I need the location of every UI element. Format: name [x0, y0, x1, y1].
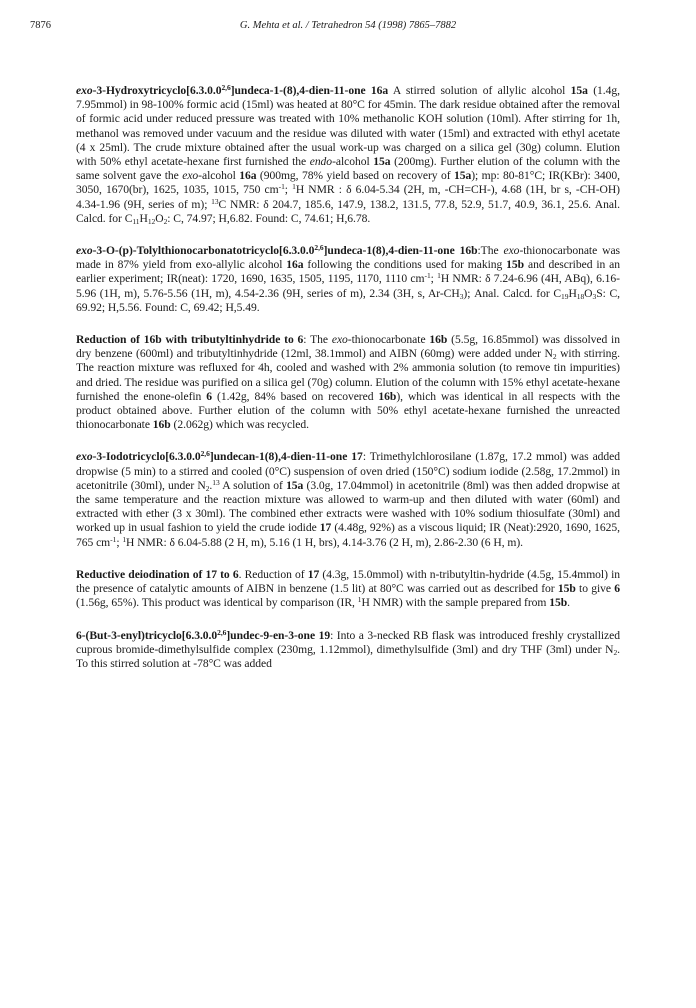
text-run: 1	[122, 534, 127, 544]
paragraph-iodide-17	[76, 450, 620, 549]
text-run: O	[584, 286, 593, 300]
text-run: -3-Hydroxytricyclo[6.3.0.0	[92, 84, 222, 97]
text-run: C NMR: δ 204.7, 185.6, 147.9, 138.2, 131.5, 77.8, 52.9, 51.7, 40.9, 36.1, 25.6. Anal. Calcd. for C	[76, 197, 620, 225]
paragraph-16a	[76, 84, 620, 226]
text-run: Reduction of 16b with tributyltinhydride to 6	[76, 333, 304, 347]
text-run: with stirring. The reaction mixture was refluxed for 4h, cooled and washed with 2% ammonia solution (to remove tin impurities) and dried. The residue was purified on a silica gel (70g) column. Elution of the column with 15% ethyl acetate-hexane furnished the enone-olefin	[76, 347, 620, 403]
text-run: 13	[212, 477, 220, 487]
text-run: -1	[278, 182, 285, 192]
paragraph-16b	[76, 244, 620, 315]
text-run: ), which was identical in all respects with the product obtained above. Further elution of the column with 50% ethyl acetate-hexane furnished the unreacted thionocarbonate	[76, 389, 620, 432]
paragraph-reduction-16b	[76, 333, 620, 432]
text-run: ]undec-9-en-3-one 19	[226, 628, 331, 642]
text-run: (5.5g, 16.85mmol) was dissolved in dry benzene (600ml) and tributyltinhydride (12ml, 38.1mmol) and AIBN (60mg) were added under N	[76, 333, 620, 361]
text-run: H NMR: δ 6.04-5.88 (2 H, m), 5.16 (1 H, brs), 4.14-3.76 (2 H, m), 2.86-2.30 (6 H, m).	[126, 535, 524, 549]
text-run: 15b	[506, 258, 525, 272]
text-run: : Into a 3-necked RB flask was introduced freshly crystallized cuprous bromide-dimethylsulfide complex (230mg, 1.12mmol), dimethylsulfide (3ml) and dry THF (3ml) under N	[76, 628, 620, 656]
text-run: 3	[459, 291, 464, 301]
text-run: 2,6	[314, 243, 324, 253]
text-run: Reductive deiodination of 17 to 6	[76, 567, 239, 581]
page-number: 7876	[30, 20, 51, 31]
text-run: 16b	[378, 389, 397, 403]
text-run: 15a	[373, 155, 391, 169]
text-run: ); mp: 80-81°C; IR(KBr): 3400, 3050, 1670(br), 1625, 1035, 1015, 750 cm	[76, 169, 620, 197]
text-run: exo	[76, 84, 93, 97]
paragraph-compound-19	[76, 629, 620, 672]
text-run: exo	[76, 244, 93, 258]
paragraph-deiodination	[76, 568, 620, 611]
text-run: (1.56g, 65%). This product was identical by comparison (IR,	[76, 596, 358, 610]
text-run: A stirred solution of allylic alcohol	[388, 84, 571, 97]
text-run: 15a	[453, 169, 472, 183]
text-run: :The	[477, 244, 504, 258]
text-run: 3	[592, 291, 597, 301]
text-run: 2,6	[200, 449, 210, 459]
text-run: . To this stirred solution at -78°C was added	[76, 642, 620, 670]
text-run: ]undeca-1(8),4-dien-11-one 16b	[323, 244, 478, 258]
text-run: (4.3g, 15.0mmol) with n-tributyltin-hydride (4.5g, 15.4mmol) in the presence of catalytic amounts of AIBN in benzene (1.5 lit) at 80°C was carried out as described for	[76, 567, 620, 596]
text-run: (2.062g) which was recycled.	[170, 418, 309, 432]
text-run: exo	[76, 450, 93, 464]
text-run: 12	[147, 216, 156, 226]
text-run: exo	[182, 169, 199, 183]
text-run: endo	[309, 155, 333, 169]
text-run: 16b	[152, 418, 171, 432]
text-run: -3-Iodotricyclo[6.3.0.0	[92, 450, 201, 464]
text-run: ;	[430, 272, 438, 286]
text-run: to give	[575, 582, 615, 596]
text-run: ;	[116, 535, 123, 549]
text-run: following the conditions used for making	[303, 258, 507, 272]
text-run: 2	[613, 647, 618, 657]
text-run: . Reduction of	[238, 567, 308, 581]
text-run: 16a	[286, 258, 304, 272]
text-run: 1	[357, 595, 362, 605]
text-run: H	[139, 211, 148, 225]
text-run: -1	[424, 271, 431, 281]
text-run: 2,6	[221, 83, 231, 92]
text-run: 1	[292, 182, 296, 192]
text-run: (200mg). Further elution of the column with the same solvent gave the	[76, 155, 621, 183]
text-run: 16a	[239, 169, 257, 183]
text-run: A solution of	[219, 478, 287, 492]
text-run: 2	[552, 352, 557, 362]
text-run: 2	[205, 483, 210, 493]
text-run: 1	[437, 271, 441, 281]
body-text	[76, 84, 620, 689]
text-run: -thionocarbonate was made in 87% yield from exo-allylic alcohol	[76, 244, 620, 272]
text-run: and described in an earlier experiment; IR(neat): 1720, 1690, 1635, 1505, 1195, 1170, 1110 cm	[76, 258, 620, 286]
text-run: -alcohol	[332, 155, 374, 169]
text-run: exo	[503, 244, 520, 258]
text-run: (1.4g, 7.95mmol) in 98-100% formic acid (15ml) was heated at 80°C for 45min. The dark residue obtained after the removal of formic acid under reduced pressure was treated with 10% methanolic KOH solution (10ml). After stirring for 1h, methanol was removed under vacuum and the residue was diluted with water (15ml) and extracted with ethyl acetate (4 x 25ml). The crude mixture obtained after the usual work-up was charged on a silica gel (30g) column. Elution with 50% ethyl acetate-hexane first furnished the	[76, 84, 620, 169]
text-run: 17	[307, 567, 320, 581]
text-run: .	[209, 478, 213, 492]
text-run: (3.0g, 17.04mmol) in acetonitrile (8ml) was then added dropwise at the same temperature and the reaction mixture was allowed to warm-up and then diluted with water (60ml) and extracted with ether (3 x 30ml). The combined ether extracts were washed with 10% sodium thiosulfate (30ml) and worked up in usual fashion to yield the crude iodide	[76, 478, 620, 535]
text-run: -1	[110, 534, 117, 544]
text-run: : C, 74.97; H,6.82. Found: C, 74.61; H,6.78.	[167, 211, 371, 225]
text-run: 15b	[557, 582, 576, 596]
text-run: (1.42g, 84% based on recovered	[212, 389, 379, 403]
text-run: ]undecan-1(8),4-dien-11-one 17	[209, 450, 363, 464]
text-run: (900mg, 78% yield based on recovery of	[256, 169, 454, 183]
text-run: H NMR: δ 7.24-6.96 (4H, ABq), 6.16-5.96 (1H, m), 5.76-5.56 (1H, m), 4.54-2.36 (9H, series of m), 2.34 (3H, s, Ar-CH	[76, 272, 620, 300]
text-run: H	[568, 286, 577, 300]
text-run: .	[567, 596, 571, 610]
text-run: H NMR : δ 6.04-5.34 (2H, m, -CH=CH-), 4.68 (1H, br s, -CH-OH) 4.34-1.96 (9H, series of m);	[76, 183, 620, 211]
text-run: 15a	[570, 84, 588, 97]
text-run: -thionocarbonate	[347, 333, 430, 347]
text-run: ]undeca-1-(8),4-dien-11-one 16a	[230, 84, 389, 97]
text-run: 6	[206, 389, 213, 403]
text-run: 2,6	[217, 627, 227, 637]
text-run: 18	[576, 291, 585, 301]
text-run: exo	[331, 333, 348, 347]
text-run: 15b	[549, 596, 568, 610]
text-run: -alcohol	[198, 169, 240, 183]
text-run: H NMR) with the sample prepared from	[361, 596, 550, 610]
text-run: : Trimethylchlorosilane (1.87g, 17.2 mmol) was added dropwise (5 min) to a stirred and cooled (0°C) suspension of oven dried (150°C) sodium iodide (2.58g, 17.2mmol) in acetonitrile (30ml), under N	[76, 450, 620, 492]
text-run: 16b	[429, 333, 448, 347]
text-run: (4.48g, 92%) as a viscous liquid; IR (Neat):2920, 1690, 1625, 765 cm	[76, 521, 620, 549]
text-run: ); Anal. Calcd. for C	[463, 286, 562, 300]
text-run: 2	[163, 216, 168, 226]
text-run: O	[155, 211, 164, 225]
text-run: 17	[319, 521, 332, 535]
text-run: ;	[284, 183, 293, 197]
running-title: G. Mehta et al. / Tetrahedron 54 (1998) 7865–7882	[239, 20, 457, 31]
text-run: 13	[211, 196, 219, 206]
text-run: 6-(But-3-enyl)tricyclo[6.3.0.0	[76, 628, 218, 642]
text-run: 15a	[286, 478, 304, 492]
running-header	[30, 20, 666, 36]
text-run: 19	[561, 291, 569, 301]
text-run: 11	[132, 216, 140, 226]
text-run: 6	[614, 582, 620, 596]
text-run: -3-O-(p)-Tolylthionocarbonatotricyclo[6.3.0.0	[92, 244, 315, 258]
text-run: : The	[303, 333, 332, 347]
text-run: S: C, 69.92; H,5.56. Found: C, 69.42; H,5.49.	[76, 286, 620, 314]
